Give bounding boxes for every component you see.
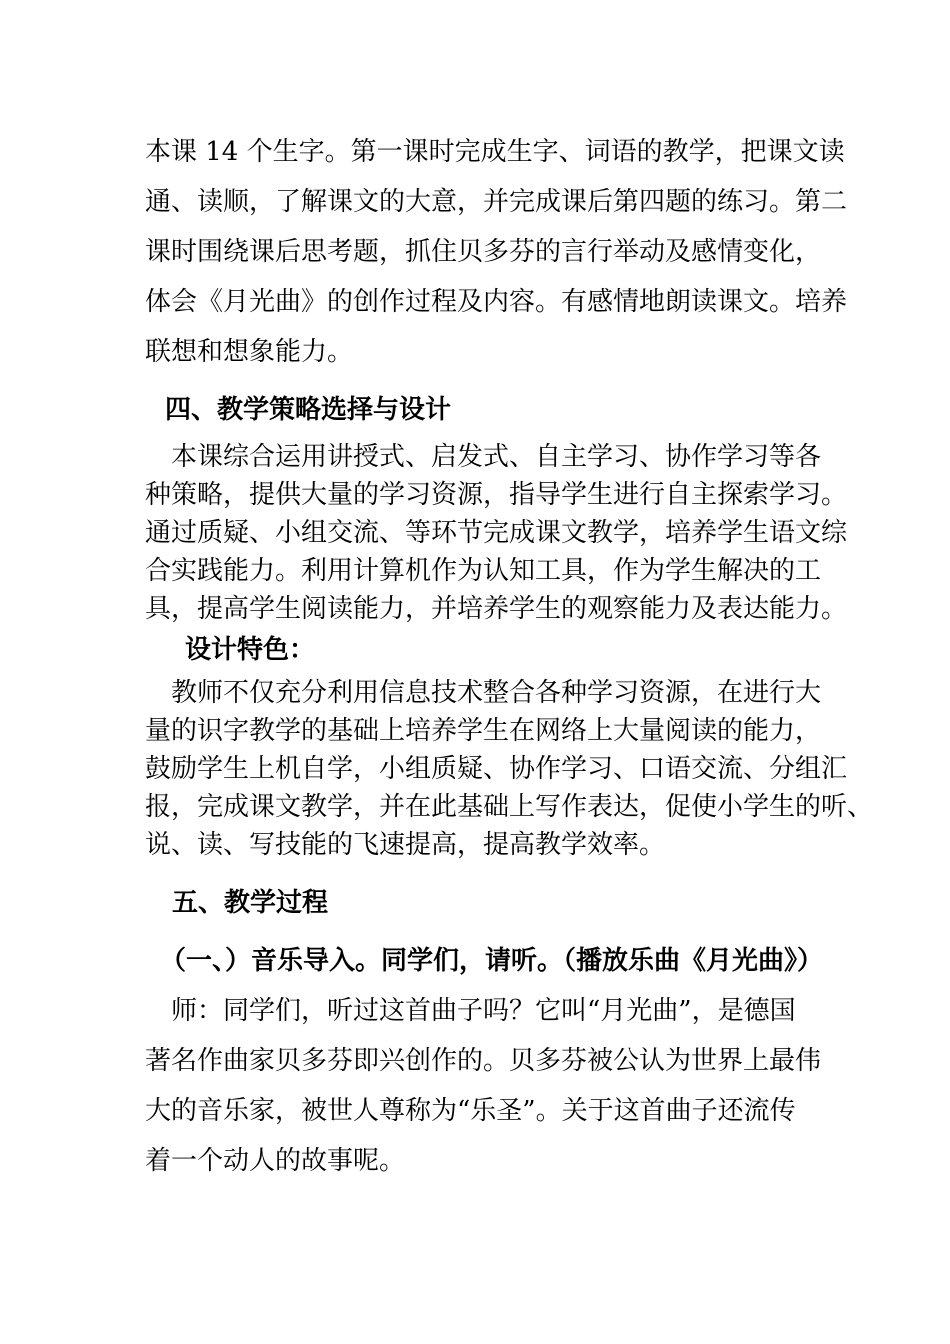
feature-line-3: 鼓励学生上机自学，小组质疑、协作学习、口语交流、分组汇 xyxy=(145,754,848,784)
intro-line-5: 联想和想象能力。 xyxy=(145,337,354,367)
intro-line-3: 课时围绕课后思考题，抓住贝多芬的言行举动及感情变化， xyxy=(145,237,822,267)
feature-line-4: 报，完成课文教学，并在此基础上写作表达，促使小学生的听、 xyxy=(145,792,874,822)
section-4-line-1: 本课综合运用讲授式、启发式、自主学习、协作学习等各 xyxy=(145,442,822,472)
section-5-line-2: 著名作曲家贝多芬即兴创作的。贝多芬被公认为世界上最伟 xyxy=(145,1046,822,1076)
section-5-subheading: （一、）音乐导入。同学们，请听。（播放乐曲《月光曲》） xyxy=(160,946,824,976)
section-4-line-4: 合实践能力。利用计算机作为认知工具，作为学生解决的工 xyxy=(145,556,822,586)
section-4-heading: 四、教学策略选择与设计 xyxy=(165,395,452,425)
section-4-line-2: 种策略，提供大量的学习资源，指导学生进行自主探索学习。 xyxy=(145,480,848,510)
intro-line-2: 通、读顺，了解课文的大意，并完成课后第四题的练习。第二 xyxy=(145,187,848,217)
section-4-line-5: 具，提高学生阅读能力，并培养学生的观察能力及表达能力。 xyxy=(145,594,848,624)
section-5-heading: 五、教学过程 xyxy=(172,888,329,918)
feature-line-1: 教师不仅充分利用信息技术整合各种学习资源，在进行大 xyxy=(145,678,822,708)
feature-line-2: 量的识字教学的基础上培养学生在网络上大量阅读的能力， xyxy=(145,716,822,746)
intro-line-4: 体会《月光曲》的创作过程及内容。有感情地朗读课文。培养 xyxy=(145,287,848,317)
section-5-line-1: 师：同学们，听过这首曲子吗？它叫“月光曲”，是德国 xyxy=(145,996,796,1026)
intro-line-1: 本课 14 个生字。第一课时完成生字、词语的教学，把课文读 xyxy=(145,137,845,167)
section-4-line-3: 通过质疑、小组交流、等环节完成课文教学，培养学生语文综 xyxy=(145,518,848,548)
section-5-line-4: 着一个动人的故事呢。 xyxy=(145,1146,406,1176)
design-feature-heading: 设计特色： xyxy=(185,635,316,665)
feature-line-5: 说、读、写技能的飞速提高，提高教学效率。 xyxy=(145,830,666,860)
section-5-line-3: 大的音乐家，被世人尊称为“乐圣”。关于这首曲子还流传 xyxy=(145,1096,796,1126)
